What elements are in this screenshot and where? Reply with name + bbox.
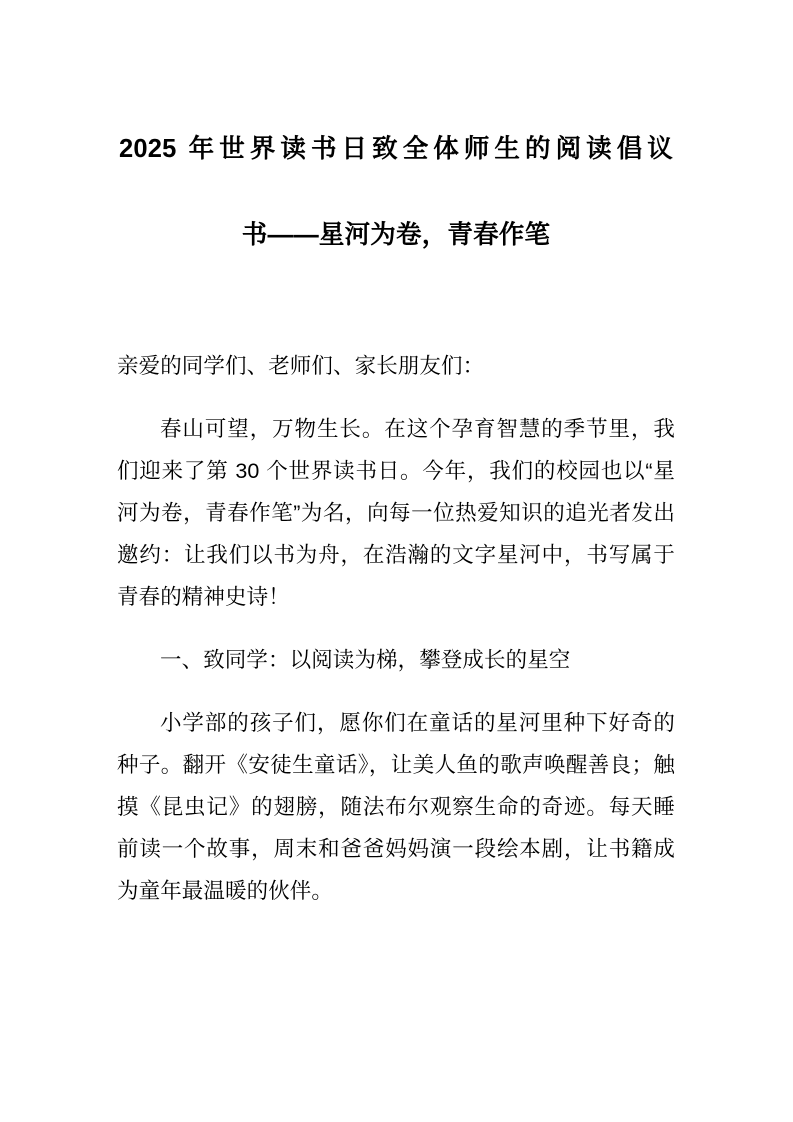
body-paragraph-intro: 春山可望，万物生长。在这个孕育智慧的季节里，我们迎来了第 30 个世界读书日。今年，我们的校园也以“星河为卷，青春作笔”为名，向每一位热爱知识的追光者发出邀约：让我们以书为舟，在浩瀚的文字星河中，书写属于青春的精神史诗！ xyxy=(117,417,675,609)
salutation: 亲爱的同学们、老师们、家长朋友们： xyxy=(117,354,485,378)
document-body xyxy=(117,345,675,912)
section-heading-1: 一、致同学：以阅读为梯，攀登成长的星空 xyxy=(160,648,571,672)
page-title xyxy=(117,0,675,257)
section-1-paragraph-1: 小学部的孩子们，愿你们在童话的星河里种下好奇的种子。翻开《安徒生童话》，让美人鱼的歌声唤醒善良；触摸《昆虫记》的翅膀，随法布尔观察生命的奇迹。每天睡前读一个故事，周末和爸爸妈妈演一段绘本剧，让书籍成为童年最温暖的伙伴。 xyxy=(117,711,675,903)
document-content-column xyxy=(117,0,675,912)
page-title-line-1: 2025 年世界读书日致全体师生的阅读倡议 xyxy=(119,135,673,163)
page-title-line-2: 书——星河为卷，青春作笔 xyxy=(241,221,551,249)
